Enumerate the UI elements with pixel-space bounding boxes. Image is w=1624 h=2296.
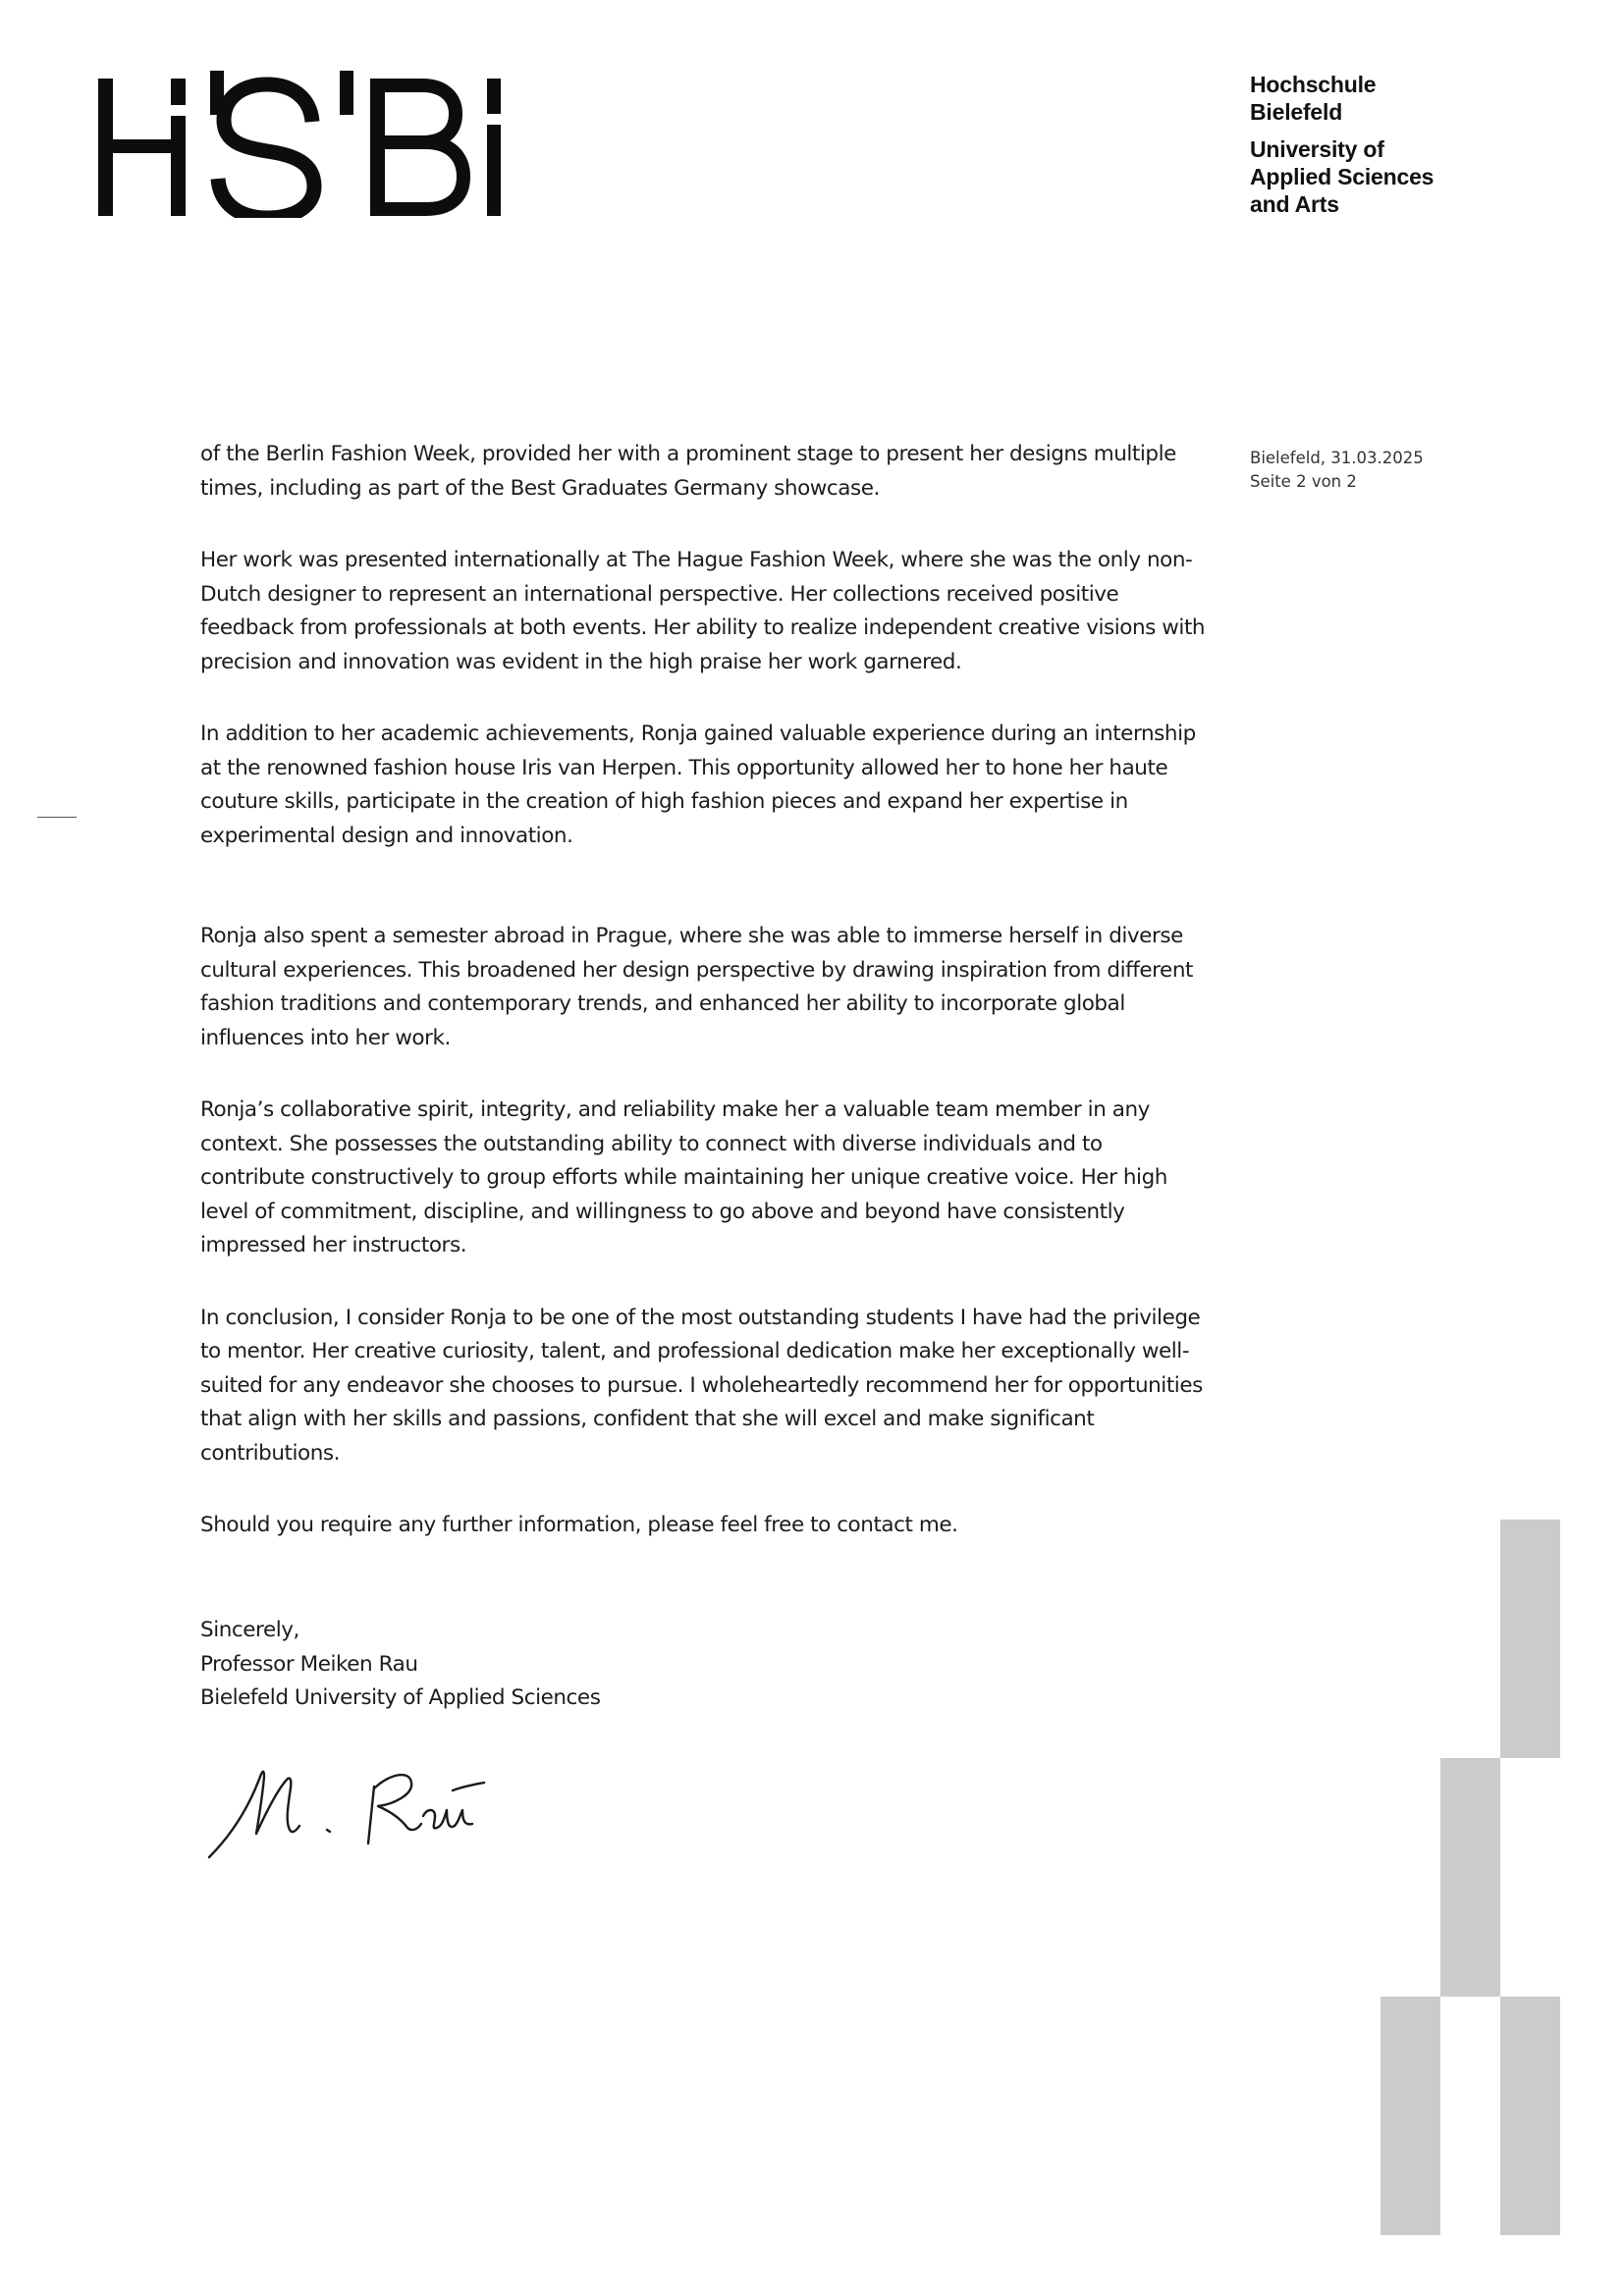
paragraph: of the Berlin Fashion Week, provided her with a prominent stage to present her designs multiple times, including as part of the Best Graduates Germany showcase. — [200, 442, 1176, 501]
letter-body — [200, 438, 1212, 1581]
decorative-block — [1440, 1758, 1500, 1997]
institution-line-en: Applied Sciences — [1250, 164, 1435, 189]
salutation: Sincerely, — [200, 1618, 299, 1642]
paragraph: In conclusion, I consider Ronja to be one of the most outstanding students I have had the privilege to mentor. Her creative curiosity, talent, and professional dedication make her exceptionally well-suited for any endeavor she chooses to pursue. I wholeheartedly recommend her for opportunities that align with her skills and passions, confident that she will excel and make significant contributions. — [200, 1305, 1203, 1466]
hsbi-logo — [98, 71, 550, 218]
signer-affiliation: Bielefeld University of Applied Sciences — [200, 1685, 601, 1710]
paragraph: Ronja also spent a semester abroad in Prague, where she was able to immerse herself in diverse cultural experiences. This broadened her design perspective by drawing inspiration from different fashion traditions and contemporary trends, and enhanced her ability to incorporate global influences into her work. — [200, 924, 1193, 1050]
institution-line: Bielefeld — [1250, 99, 1343, 125]
handwritten-signature — [201, 1747, 555, 1865]
fold-mark — [37, 817, 77, 818]
letter-meta — [1250, 447, 1424, 494]
paragraph: Should you require any further information, please feel free to contact me. — [200, 1513, 958, 1537]
signer-name: Professor Meiken Rau — [200, 1651, 418, 1677]
paragraph: In addition to her academic achievements, Ronja gained valuable experience during an internship at the renowned fashion house Iris van Herpen. This opportunity allowed her to hone her haute couture skills, participate in the creation of high fashion pieces and expand her expertise in experimental design and innovation. — [200, 721, 1196, 848]
paragraph: Her work was presented internationally at The Hague Fashion Week, where she was the only non-Dutch designer to represent an international perspective. Her collections received positive feedback from professionals at both events. Her ability to realize independent creative visions with precision and innovation was evident in the high praise her work garnered. — [200, 548, 1206, 674]
decorative-block — [1500, 1997, 1560, 2235]
place-date: Bielefeld, 31.03.2025 — [1250, 449, 1424, 467]
letter-closing — [200, 1614, 600, 1716]
institution-name — [1250, 71, 1434, 218]
paragraph: Ronja’s collaborative spirit, integrity, and reliability make her a valuable team member in any context. She possesses the outstanding ability to connect with diverse individuals and to contribute constructively to group efforts while maintaining her unique creative voice. Her high level of commitment, discipline, and willingness to go above and beyond have consistently impressed her instructors. — [200, 1097, 1167, 1257]
institution-line-en: University of — [1250, 136, 1384, 162]
institution-line-en: and Arts — [1250, 191, 1339, 217]
spacer — [1250, 126, 1434, 135]
institution-line: Hochschule — [1250, 72, 1377, 97]
logo-graphic — [98, 71, 550, 218]
decorative-block — [1380, 1997, 1440, 2235]
decorative-block — [1500, 1520, 1560, 1758]
page-info: Seite 2 von 2 — [1250, 472, 1357, 491]
